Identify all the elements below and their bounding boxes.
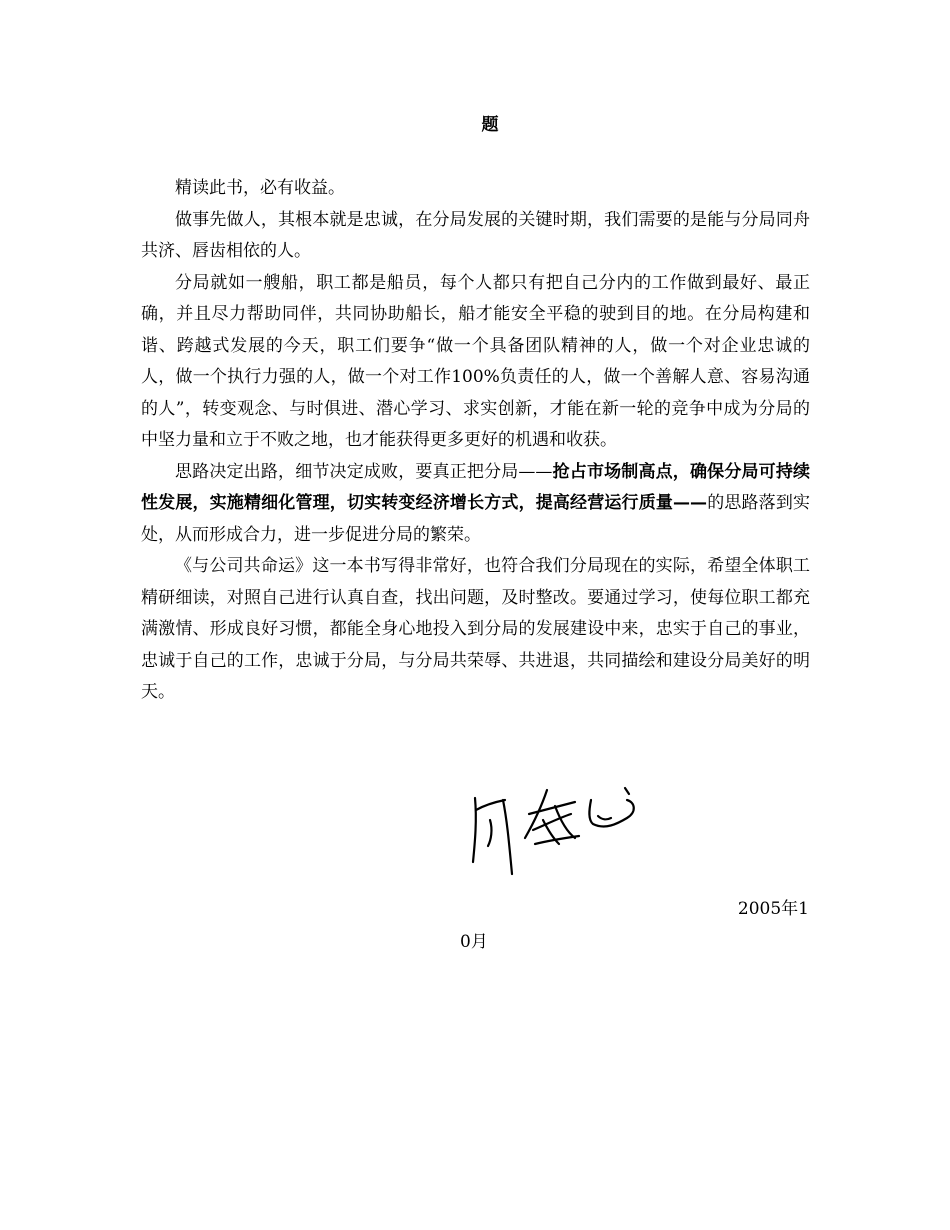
handwritten-signature: [455, 780, 645, 880]
paragraph-4-intro: 思路决定出路，细节决定成败，要真正把分局——: [175, 461, 553, 482]
paragraph-3: 分局就如一艘船，职工都是船员，每个人都只有把自己分内的工作做到最好、最正确，并且尽力帮助同伴，共同协助船长，船才能安全平稳的驶到目的地。在分局构建和谐、跨越式发展的今天，职工们要争“做一个具备团队精神的人，做一个对企业忠诚的人，做一个执行力强的人，做一个对工作100%负责任的人，做一个善解人意、容易沟通的人”，转变观念、与时俱进、潜心学习、求实创新，才能在新一轮的竞争中成为分局的中坚力量和立于不败之地，也才能获得更多更好的机遇和收获。: [141, 272, 810, 450]
paragraph-2: 做事先做人，其根本就是忠诚，在分局发展的关键时期，我们需要的是能与分局同舟共济、唇齿相依的人。: [141, 209, 810, 261]
paragraph-4-outro: 的思路落到实处，从而形成合力，进一步促进分局的繁荣。: [141, 493, 811, 545]
document-body: [141, 173, 810, 709]
paragraph-5: 《与公司共命运》这一本书写得非常好，也符合我们分局现在的实际，希望全体职工精研细读，对照自己进行认真自查，找出问题，及时整改。要通过学习，使每位职工都充满激情、形成良好习惯，都能全身心地投入到分局的发展建设中来，忠实于自己的事业，忠诚于自己的工作，忠诚于分局，与分局共荣辱、共进退，共同描绘和建设分局美好的明天。: [141, 556, 810, 702]
page-title: 题: [481, 115, 499, 135]
date-line-1: 2005年1: [737, 899, 809, 919]
paragraph-1: 精读此书，必有收益。: [175, 178, 345, 198]
date-line-2: 0月: [460, 932, 488, 952]
paragraph-4-bold: 抢占市场制高点，确保分局可持续性发展，实施精细化管理，切实转变经济增长方式，提高经营运行质量——: [141, 461, 811, 513]
paragraph-4: [141, 457, 810, 552]
